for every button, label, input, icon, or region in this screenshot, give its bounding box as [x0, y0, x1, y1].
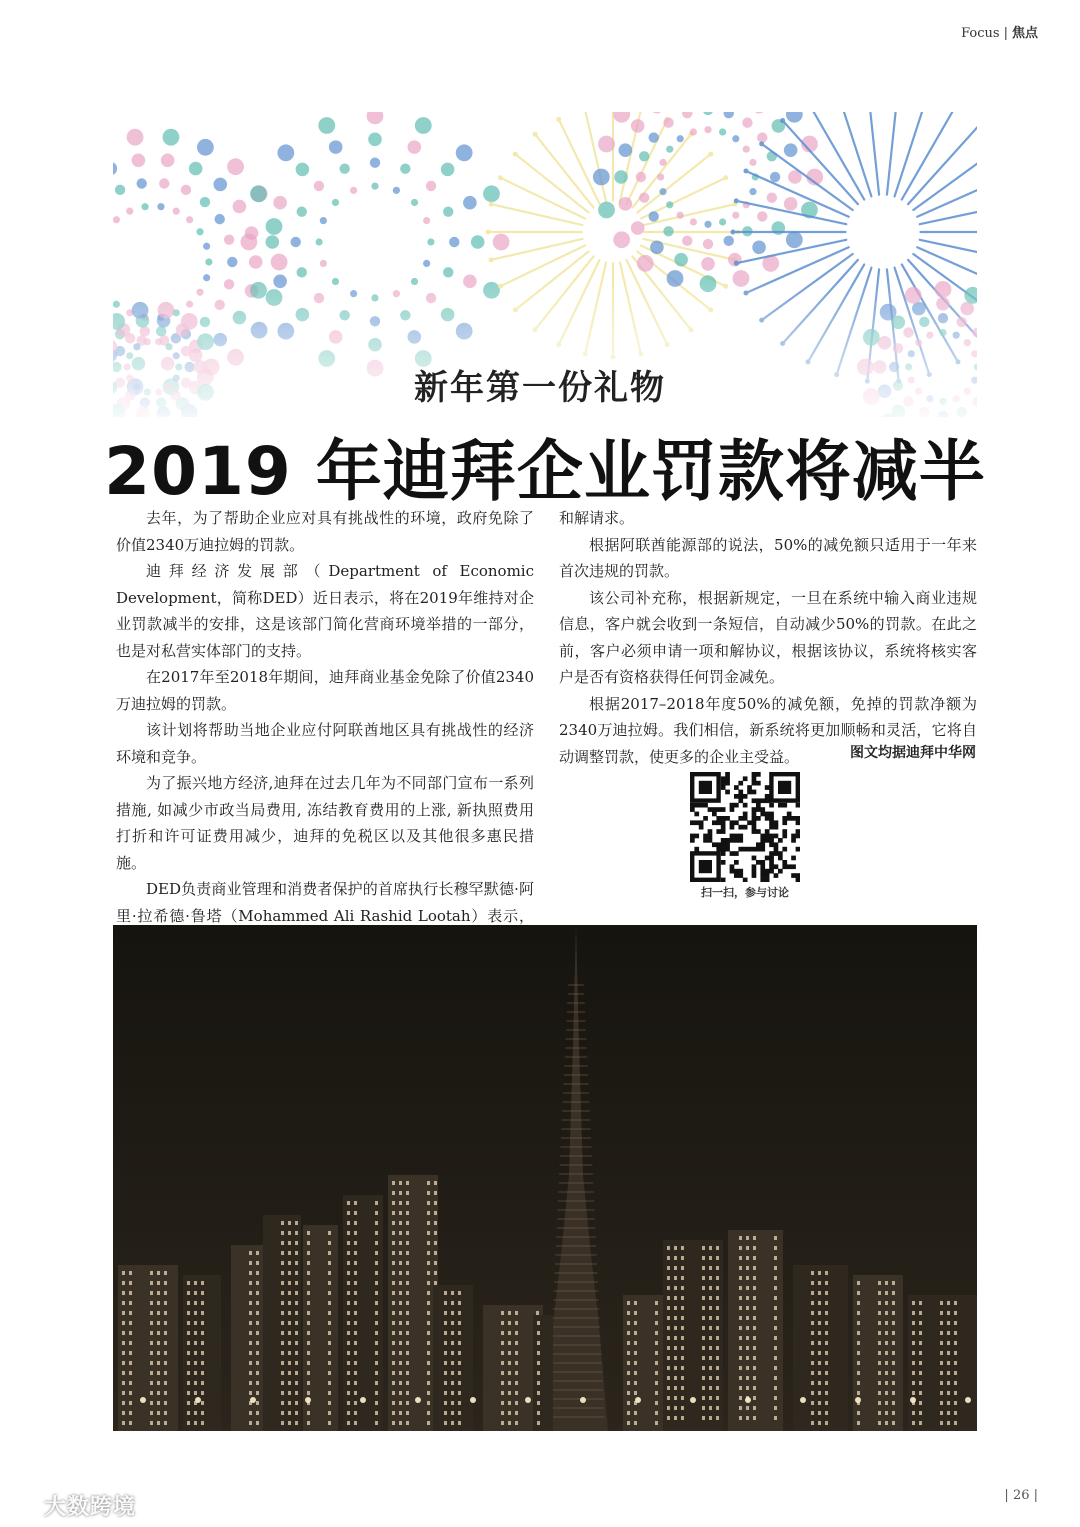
skyline-tower — [853, 1275, 903, 1431]
skyline-tower — [433, 1285, 473, 1431]
watermark-logo-icon — [8, 1495, 42, 1517]
qr-code[interactable] — [690, 772, 800, 882]
page-number-value: 26 — [1012, 1488, 1030, 1503]
paragraph: 该计划将帮助当地企业应付阿联酋地区具有挑战性的经济环境和竞争。 — [116, 721, 534, 766]
section-label-en: Focus — [961, 26, 1000, 41]
paragraph: 迪拜经济发展部（Department of Economic Development，简称DED）近日表示，将在2019年维持对企业罚款减半的安排，这是该部门简化营商环境举措的一部分，也是对私营实体部门的支持。 — [116, 562, 534, 660]
paragraph: 去年，为了帮助企业应对具有挑战性的环境，政府免除了价值2340万迪拉姆的罚款。 — [116, 509, 534, 554]
article-column-left — [116, 505, 534, 956]
skyline-tower — [533, 1315, 553, 1431]
section-label-cn: 焦点 — [1011, 26, 1038, 41]
paragraph: 该公司补充称，根据新规定，一旦在系统中输入商业违规信息，客户就会收到一条短信，自动减少50%的罚款。在此之前，客户必须申请一项和解协议，根据该协议，系统将核实客户是否有资格获得任何罚金减免。 — [559, 588, 977, 686]
skyline-tower — [908, 1295, 977, 1431]
qr-caption: 扫一扫，参与讨论 — [701, 886, 789, 899]
paragraph: 为了振兴地方经济,迪拜在过去几年为不同部门宣布一系列措施, 如减少市政当局费用, 冻结教育费用的上涨, 新执照费用打折和许可证费用减少，迪拜的免税区以及其他很多惠民措施。 — [116, 774, 534, 872]
skyline-tower — [118, 1265, 178, 1431]
article-column-right — [559, 505, 977, 770]
watermark-text: 大数跨境 — [44, 1495, 137, 1520]
header-divider: | — [1003, 26, 1008, 41]
paragraph: 根据阿联酋能源部的说法，50%的减免额只适用于一年来首次违规的罚款。 — [559, 535, 977, 580]
running-header — [961, 22, 1038, 41]
skyline-tower — [343, 1195, 383, 1431]
skyline-tower — [263, 1215, 301, 1431]
paragraph: 根据2017–2018年度50%的减免额，免掉的罚款净额为2340万迪拉姆。我们相信，新系统将更加顺畅和灵活，它将自动调整罚款，使更多的企业主受益。 — [559, 694, 977, 766]
article-title: 2019 年迪拜企业罚款将减半 — [104, 433, 986, 510]
skyline-tower — [793, 1265, 848, 1431]
skyline-tower — [183, 1275, 221, 1431]
skyline-tower — [623, 1295, 663, 1431]
page-number: | 26 | — [1004, 1488, 1038, 1503]
skyline-tower — [728, 1230, 783, 1431]
paragraph-continuation: 和解请求。 — [559, 509, 635, 527]
dubai-skyline-photo — [113, 925, 977, 1431]
paragraph: DED负责商业管理和消费者保护的首席执行长穆罕默德·阿里·拉希德·鲁塔（Mohammed Ali Rashid Lootah）表示， — [116, 880, 534, 925]
article-subtitle: 新年第一份礼物 — [414, 368, 666, 408]
paragraph: 在2017年至2018年期间，迪拜商业基金免除了价值2340万迪拉姆的罚款。 — [116, 668, 534, 713]
skyline-tower — [388, 1175, 438, 1431]
watermark — [8, 1490, 136, 1521]
source-credit: 图文均据迪拜中华网 — [850, 745, 976, 761]
